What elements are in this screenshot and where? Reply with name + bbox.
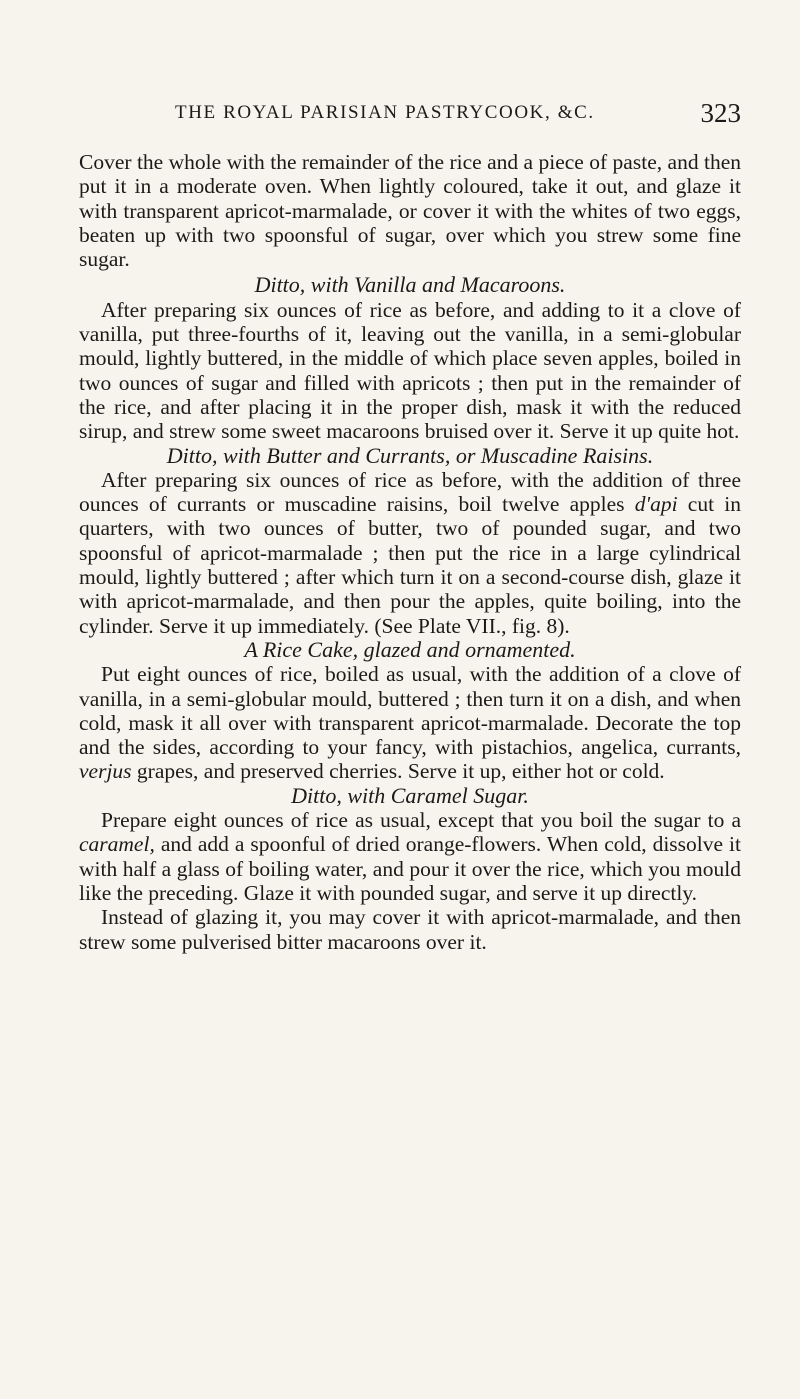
caramel-paragraph [79,808,741,905]
caramel-heading: Ditto, with Caramel Sugar. [291,782,529,808]
page-number: 323 [700,98,741,128]
caramel-text-b: and add a spoonful of dried orange-flowers. When cold, dissolve it with half a glass of boiling water, and pour it over the rice, which you mould like the preceding. Glaze it with pounded sugar, and serve it up directly. [79,832,741,905]
caramel-paragraph-2: Instead of glazing it, you may cover it with apricot-marmalade, and then strew some pulverised bitter macaroons over it. [79,905,741,954]
caramel-italic: caramel, [79,832,155,857]
intro-paragraph: Cover the whole with the remainder of the rice and a piece of paste, and then put it in a moderate oven. When lightly coloured, take it out, and glaze it with transparent apricot-marmalade, or cover it with the whites of two eggs, beaten up with two spoonsful of sugar, over which you strew some fine sugar. [79,150,741,272]
page-body [79,150,741,954]
butter-heading: Ditto, with Butter and Currants, or Muscadine Raisins. [166,442,654,468]
cake-text-a: Put eight ounces of rice, boiled as usual, with the addition of a clove of vanilla, in a semi-globular mould, buttered ; then turn it on a dish, and when cold, mask it all over with transparent apricot-marmalade. Decorate the top and the sides, according to your fancy, with pistachios, angelica, currants, [79,662,741,760]
running-head [79,98,741,138]
cake-text-b: grapes, and preserved cherries. Serve it up, either hot or cold. [131,759,665,784]
vanilla-paragraph: After preparing six ounces of rice as before, and adding to it a clove of vanilla, put three-fourths of it, leaving out the vanilla, in a semi-globular mould, lightly buttered, in the middle of which place seven apples, boiled in two ounces of sugar and filled with apricots ; then put in the remainder of the rice, and after placing it in the proper dish, mask it with the reduced sirup, and strew some sweet macaroons bruised over it. Serve it up quite hot. [79,297,741,444]
butter-paragraph [79,468,741,638]
butter-italic: d'api [634,492,678,517]
caramel-text-a: Prepare eight ounces of rice as usual, except that you boil the sugar to a [101,808,741,833]
butter-text-a: After preparing six ounces of rice as before, with the addition of three ounces of currants or muscadine raisins, boil twelve apples [79,467,741,517]
vanilla-heading: Ditto, with Vanilla and Macaroons. [254,272,566,298]
running-head-title: THE ROYAL PARISIAN PASTRYCOOK, &C. [175,102,595,123]
cake-italic: verjus [79,759,132,784]
butter-text-b: cut in quarters, with two ounces of butter, two of pounded sugar, and two spoonsful of apricot-marmalade ; then put the rice in a large cylindrical mould, lightly buttered ; after which turn it on a second-course dish, glaze it with apricot-marmalade, and then pour the apples, quite boiling, into the cylinder. Serve it up immediately. (See Plate VII., fig. 8). [79,492,741,638]
cake-heading: A Rice Cake, glazed and ornamented. [244,636,576,662]
cake-paragraph [79,662,741,783]
